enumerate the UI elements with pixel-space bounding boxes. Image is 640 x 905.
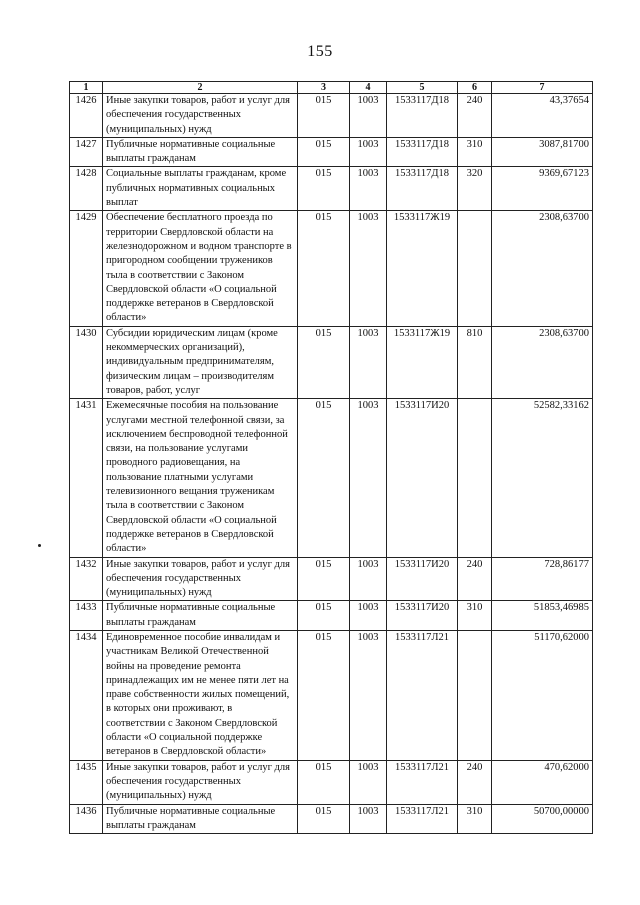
table-row [70,94,593,138]
expense-type-cell: 240 [458,760,492,804]
section-code-cell: 1003 [350,137,387,167]
row-number-cell: 1433 [70,601,103,631]
target-code-cell: 1533117Ж19 [387,326,458,398]
target-code-cell: 1533117Ж19 [387,211,458,326]
target-code-cell: 1533117Д18 [387,94,458,138]
target-code-cell: 1533117И20 [387,601,458,631]
header-cell-7: 7 [492,82,593,94]
table-row [70,804,593,834]
table-body [70,94,593,834]
expense-type-cell: 810 [458,326,492,398]
row-name-cell: Ежемесячные пособия на пользование услугами местной телефонной связи, за исключением беспроводной телефонной связи, на пользование услугами проводного радиовещания, на пользование платными услугами телевизионного вещания труженикам тыла в соответствии с Законом Свердловской области «О социальной поддержке ветеранов в Свердловской области» [103,399,298,557]
header-cell-5: 5 [387,82,458,94]
row-number-cell: 1426 [70,94,103,138]
table-row [70,601,593,631]
section-code-cell: 1003 [350,630,387,760]
amount-cell: 51853,46985 [492,601,593,631]
header-row [70,82,593,94]
table-row [70,211,593,326]
row-name-cell: Социальные выплаты гражданам, кроме публичных нормативных социальных выплат [103,167,298,211]
section-code-cell: 1003 [350,601,387,631]
table-row [70,326,593,398]
target-code-cell: 1533117И20 [387,399,458,557]
section-code-cell: 1003 [350,399,387,557]
section-code-cell: 1003 [350,760,387,804]
row-name-cell: Публичные нормативные социальные выплаты гражданам [103,601,298,631]
table-row [70,557,593,601]
target-code-cell: 1533117Л21 [387,630,458,760]
row-name-cell: Иные закупки товаров, работ и услуг для обеспечения государственных (муниципальных) нужд [103,760,298,804]
table-row [70,137,593,167]
amount-cell: 470,62000 [492,760,593,804]
row-number-cell: 1435 [70,760,103,804]
section-code-cell: 1003 [350,557,387,601]
ministry-code-cell: 015 [298,167,350,211]
ministry-code-cell: 015 [298,399,350,557]
target-code-cell: 1533117Д18 [387,137,458,167]
amount-cell: 2308,63700 [492,211,593,326]
table-row [70,630,593,760]
expense-type-cell [458,399,492,557]
amount-cell: 43,37654 [492,94,593,138]
header-cell-2: 2 [103,82,298,94]
row-name-cell: Иные закупки товаров, работ и услуг для обеспечения государственных (муниципальных) нужд [103,94,298,138]
row-number-cell: 1431 [70,399,103,557]
expense-type-cell: 240 [458,557,492,601]
page-number: 155 [307,43,333,60]
ministry-code-cell: 015 [298,760,350,804]
amount-cell: 9369,67123 [492,167,593,211]
row-name-cell: Обеспечение бесплатного проезда по территории Свердловской области на железнодорожном и водном транспорте в пригородном сообщении тружеников тыла в соответствии с Законом Свердловской области «О социальной поддержке ветеранов в Свердловской области» [103,211,298,326]
section-code-cell: 1003 [350,326,387,398]
expense-type-cell: 240 [458,94,492,138]
ministry-code-cell: 015 [298,557,350,601]
ministry-code-cell: 015 [298,326,350,398]
row-number-cell: 1427 [70,137,103,167]
target-code-cell: 1533117И20 [387,557,458,601]
header-cell-1: 1 [70,82,103,94]
expense-type-cell [458,630,492,760]
expense-type-cell: 320 [458,167,492,211]
ministry-code-cell: 015 [298,211,350,326]
section-code-cell: 1003 [350,167,387,211]
target-code-cell: 1533117Л21 [387,760,458,804]
expense-type-cell: 310 [458,601,492,631]
row-number-cell: 1434 [70,630,103,760]
table-row [70,399,593,557]
row-name-cell: Единовременное пособие инвалидам и участникам Великой Отечественной войны на проведение ремонта принадлежащих им не менее пяти лет на праве собственности жилых помещений, в которых они проживают, в соответствии с Законом Свердловской области «О социальной поддержке ветеранов в Свердловской области» [103,630,298,760]
row-number-cell: 1429 [70,211,103,326]
ministry-code-cell: 015 [298,137,350,167]
ministry-code-cell: 015 [298,630,350,760]
table-row [70,167,593,211]
section-code-cell: 1003 [350,211,387,326]
amount-cell: 51170,62000 [492,630,593,760]
row-number-cell: 1430 [70,326,103,398]
section-code-cell: 1003 [350,94,387,138]
amount-cell: 52582,33162 [492,399,593,557]
target-code-cell: 1533117Л21 [387,804,458,834]
amount-cell: 3087,81700 [492,137,593,167]
row-name-cell: Публичные нормативные социальные выплаты гражданам [103,137,298,167]
header-cell-6: 6 [458,82,492,94]
ministry-code-cell: 015 [298,94,350,138]
row-name-cell: Публичные нормативные социальные выплаты гражданам [103,804,298,834]
expense-type-cell [458,211,492,326]
row-number-cell: 1436 [70,804,103,834]
expense-type-cell: 310 [458,137,492,167]
row-name-cell: Субсидии юридическим лицам (кроме некоммерческих организаций), индивидуальным предпринимателям, физическим лицам – производителям товаров, работ, услуг [103,326,298,398]
section-code-cell: 1003 [350,804,387,834]
amount-cell: 50700,00000 [492,804,593,834]
row-number-cell: 1428 [70,167,103,211]
expense-type-cell: 310 [458,804,492,834]
stray-dot [38,544,41,547]
ministry-code-cell: 015 [298,601,350,631]
header-cell-4: 4 [350,82,387,94]
amount-cell: 2308,63700 [492,326,593,398]
target-code-cell: 1533117Д18 [387,167,458,211]
header-cell-3: 3 [298,82,350,94]
row-number-cell: 1432 [70,557,103,601]
row-name-cell: Иные закупки товаров, работ и услуг для обеспечения государственных (муниципальных) нужд [103,557,298,601]
table-row [70,760,593,804]
ministry-code-cell: 015 [298,804,350,834]
amount-cell: 728,86177 [492,557,593,601]
budget-table [69,81,593,834]
